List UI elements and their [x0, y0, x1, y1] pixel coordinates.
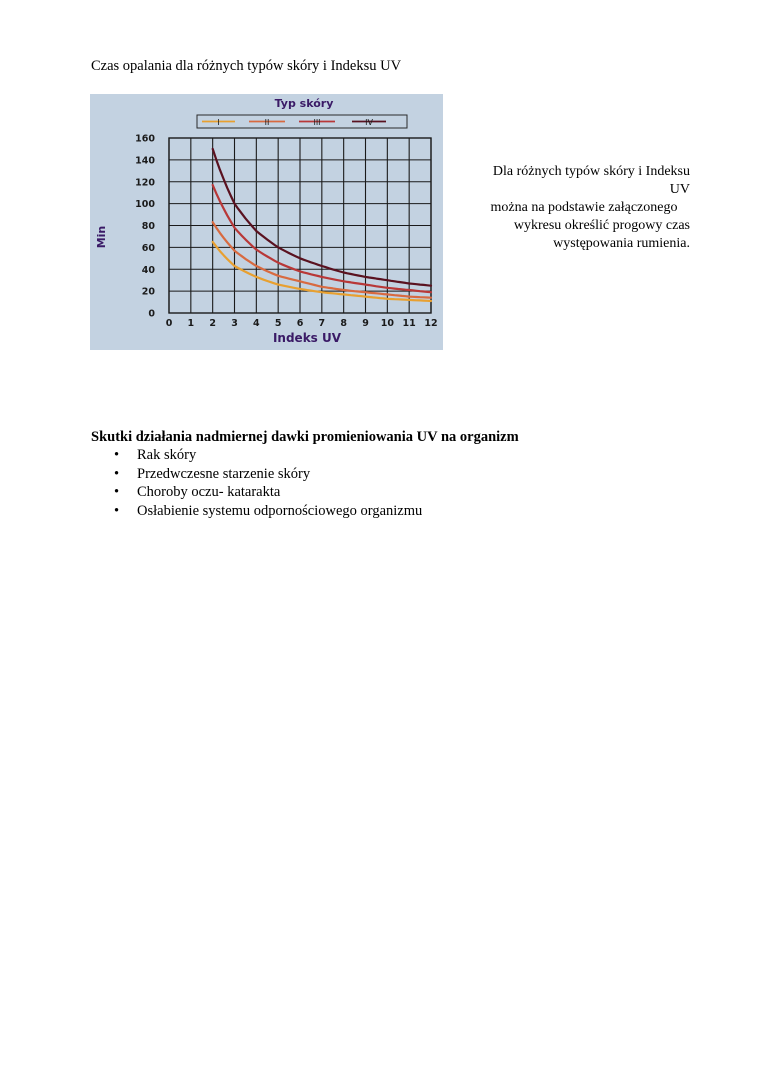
bullet-icon: • [114, 484, 120, 500]
chart-title: Typ skóry [274, 97, 334, 110]
legend-label: I [217, 118, 220, 127]
legend-label: IV [365, 118, 373, 127]
legend-label: II [264, 118, 270, 127]
y-tick-label: 80 [141, 221, 155, 232]
x-tick-label: 11 [402, 318, 416, 329]
effects-title: Skutki działania nadmiernej dawki promieniowania UV na organizm [91, 429, 519, 445]
y-tick-label: 40 [141, 264, 155, 276]
legend-label: III [313, 118, 321, 127]
y-tick-label: 0 [148, 308, 155, 320]
chart-description [460, 163, 690, 253]
uv-effects-section [91, 428, 651, 520]
y-tick-label: 20 [141, 286, 155, 298]
legend [202, 118, 386, 127]
chart-description-line: UV [669, 182, 690, 197]
list-item [91, 446, 651, 465]
uv-chart [90, 94, 443, 350]
chart-grid [169, 138, 431, 313]
y-axis-ticks [135, 134, 155, 320]
x-tick-label: 8 [340, 318, 347, 329]
list-item [91, 483, 651, 502]
list-item-text: Choroby oczu- katarakta [137, 484, 281, 500]
effects-list [91, 446, 651, 520]
chart-description-line: można na podstawie załączonego [490, 200, 678, 215]
y-tick-label: 160 [135, 133, 155, 145]
x-tick-label: 3 [231, 318, 238, 329]
x-tick-label: 0 [165, 318, 173, 329]
y-tick-label: 60 [141, 242, 155, 254]
list-item [91, 465, 651, 484]
x-axis-ticks [166, 318, 438, 329]
chart-description-line: wykresu określić progowy czas [513, 218, 690, 233]
list-item-text: Przedwczesne starzenie skóry [137, 465, 311, 482]
y-tick-label: 100 [135, 199, 155, 211]
list-item-text: Osłabienie systemu odpornościowego organizmu [137, 502, 423, 519]
bullet-icon: • [114, 465, 120, 482]
y-axis-label: Min [95, 225, 108, 249]
y-tick-label: 120 [135, 177, 155, 189]
chart-description-line: Dla różnych typów skóry i Indeksu [492, 164, 690, 179]
x-tick-label: 6 [296, 318, 304, 329]
x-tick-label: 4 [253, 318, 260, 329]
uv-chart-svg [90, 94, 443, 350]
bullet-icon: • [114, 447, 120, 463]
x-tick-label: 2 [209, 318, 216, 329]
x-tick-label: 12 [424, 318, 438, 329]
list-item [91, 502, 651, 521]
x-tick-label: 7 [318, 318, 326, 329]
y-tick-label: 140 [135, 155, 155, 167]
x-tick-label: 5 [274, 318, 282, 329]
x-tick-label: 10 [380, 318, 394, 329]
bullet-icon: • [114, 502, 120, 519]
list-item-text: Rak skóry [137, 447, 197, 463]
chart-description-line: występowania rumienia. [553, 236, 690, 251]
page-heading: Czas opalania dla różnych typów skóry i Indeksu UV [91, 58, 402, 74]
x-tick-label: 9 [362, 318, 369, 329]
x-axis-label: Indeks UV [272, 331, 342, 345]
x-tick-label: 1 [187, 318, 195, 329]
